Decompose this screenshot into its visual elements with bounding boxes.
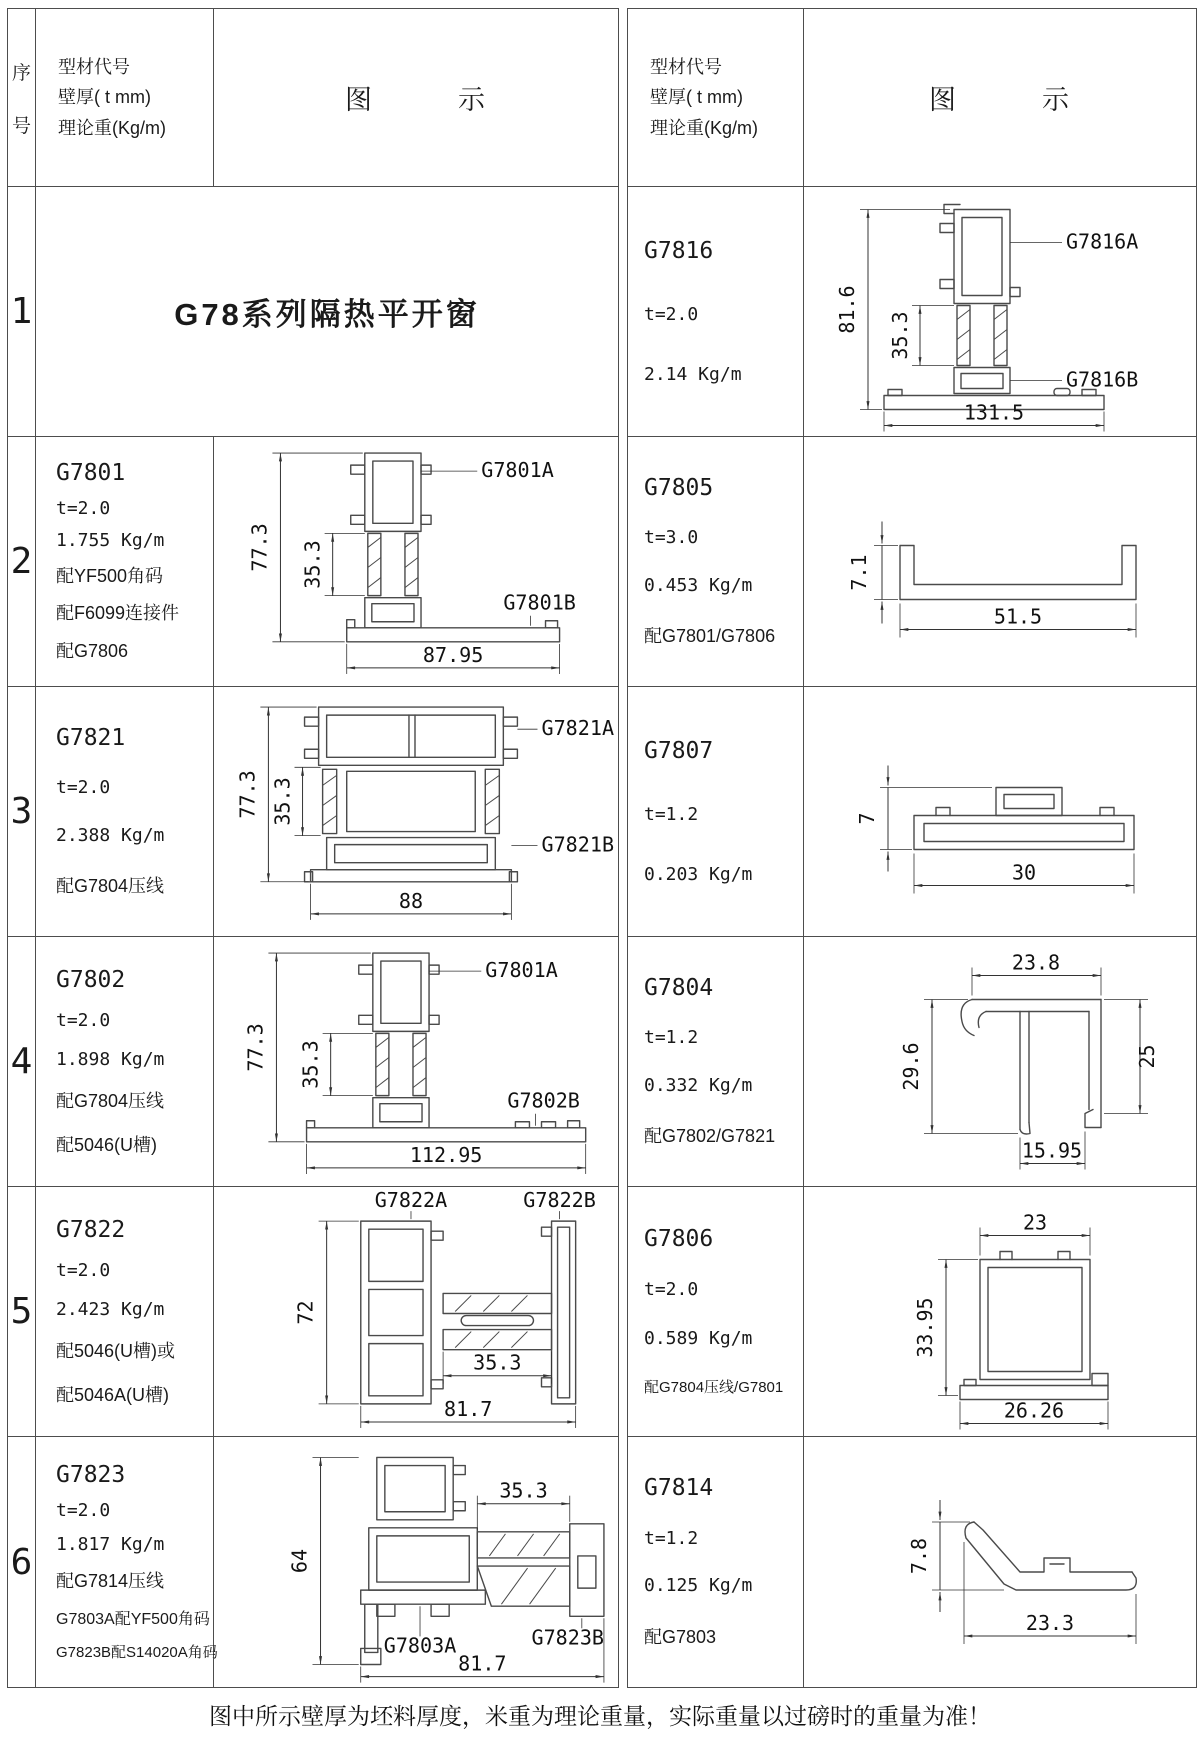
profile-note: 配G7814压线 <box>56 1571 165 1592</box>
profile-outline <box>961 1000 1101 1135</box>
svg-text:81.6: 81.6 <box>835 285 859 334</box>
svg-text:33.95: 33.95 <box>913 1297 937 1358</box>
header-diagram-column-left <box>214 9 618 187</box>
profile-info-g7823 <box>36 1437 218 1687</box>
dimension-width <box>914 854 1134 894</box>
header-info-line: 型材代号 <box>650 56 722 77</box>
profile-thickness: t=2.0 <box>56 1010 111 1031</box>
profile-thickness: t=2.0 <box>56 1260 111 1281</box>
profile-info-g7816 <box>628 187 804 437</box>
header-diagram-char: 示 <box>458 85 487 115</box>
profile-diagram-g7821 <box>214 687 618 937</box>
row-index-6: 6 <box>8 1437 36 1687</box>
header-info-line: 壁厚( t mm) <box>650 87 743 108</box>
profile-diagram-g7802 <box>214 937 618 1187</box>
profile-note: 配G7803 <box>644 1626 717 1647</box>
svg-text:G7802B: G7802B <box>507 1088 580 1113</box>
svg-text:G7821B: G7821B <box>541 832 615 857</box>
profile-diagram-g7816 <box>804 187 1196 437</box>
header-diagram-column-right <box>804 9 1196 187</box>
series-title: G78系列隔热平开窗 <box>36 187 618 437</box>
header-info-line: 理论重(Kg/m) <box>58 117 166 138</box>
profile-note: G7803A配YF500角码 <box>56 1610 210 1628</box>
svg-text:G7822B: G7822B <box>523 1188 596 1213</box>
cross-section-drawing-g7814 <box>804 1437 1196 1687</box>
row-index-2: 2 <box>8 437 36 687</box>
dimension-top <box>972 951 1101 996</box>
profile-diagram-g7804 <box>804 937 1196 1187</box>
part-label-a <box>375 1188 448 1219</box>
part-label-b <box>511 833 614 857</box>
svg-text:7: 7 <box>855 812 879 825</box>
profile-thickness: t=1.2 <box>644 1527 699 1549</box>
dimension-top <box>980 1211 1090 1256</box>
dimension-height <box>294 1221 359 1404</box>
dimension-inner <box>477 1479 569 1530</box>
svg-text:35.3: 35.3 <box>300 540 325 589</box>
profile-note: G7823B配S14020A角码 <box>56 1644 218 1662</box>
header-index-char-top: 序 <box>11 62 31 84</box>
cross-section-drawing-g7805 <box>804 437 1196 686</box>
svg-text:23.8: 23.8 <box>1011 950 1061 975</box>
profile-weight: 2.14 Kg/m <box>644 363 742 385</box>
profile-thickness: t=3.0 <box>644 527 699 549</box>
header-index-column <box>8 9 36 187</box>
profile-info-g7822 <box>36 1187 214 1437</box>
cross-section-drawing-g7823 <box>214 1437 618 1687</box>
table-right <box>627 8 1197 1688</box>
svg-text:7.1: 7.1 <box>847 554 871 591</box>
profile-weight: 2.423 Kg/m <box>56 1298 165 1320</box>
cross-section-drawing-g7804 <box>804 937 1196 1186</box>
cross-section-drawing-g7806 <box>804 1187 1196 1436</box>
header-info-column-right <box>628 9 804 187</box>
dimension-width <box>361 1397 576 1428</box>
profile-weight: 0.589 Kg/m <box>644 1327 753 1349</box>
part-label-a <box>517 716 614 740</box>
dimension-width <box>311 884 512 920</box>
header-index-char-bottom: 号 <box>11 115 31 137</box>
dimension-height <box>855 766 992 872</box>
part-label-b <box>1010 368 1138 392</box>
svg-text:G7816B: G7816B <box>1066 367 1139 392</box>
row-index-5: 5 <box>8 1187 36 1437</box>
svg-text:35.3: 35.3 <box>499 1478 548 1503</box>
svg-text:64: 64 <box>287 1548 312 1574</box>
svg-text:29.6: 29.6 <box>899 1042 923 1091</box>
profile-note: 配G7804压线 <box>56 1091 165 1111</box>
profile-info-g7802 <box>36 937 214 1187</box>
header-diagram-char: 图 <box>929 85 958 115</box>
svg-text:G7822A: G7822A <box>374 1188 448 1213</box>
profile-note: 配5046(U槽) <box>56 1134 158 1155</box>
profile-note: 配5046(U槽)或 <box>56 1341 176 1361</box>
dimension-height <box>835 210 950 410</box>
svg-text:112.95: 112.95 <box>409 1142 483 1167</box>
profile-diagram-g7801 <box>214 437 618 687</box>
profile-note: 配5046A(U槽) <box>56 1384 170 1405</box>
profile-diagram-g7814 <box>804 1437 1196 1687</box>
header-info-line: 型材代号 <box>58 56 130 77</box>
profile-thickness: t=1.2 <box>644 803 699 825</box>
thermal-break-hatch <box>368 537 418 587</box>
cross-section-drawing-g7802 <box>214 937 618 1186</box>
profile-note: 配YF500角码 <box>56 566 164 587</box>
dimension-bottom <box>960 1399 1108 1430</box>
profile-outline <box>305 707 518 882</box>
profile-thickness: t=2.0 <box>56 777 111 799</box>
profile-diagram-g7822 <box>214 1187 618 1437</box>
profile-code: G7807 <box>644 738 714 765</box>
header-diagram-char: 图 <box>345 85 374 115</box>
profile-code: G7814 <box>644 1475 714 1502</box>
dimension-bottom <box>1020 1132 1085 1170</box>
profile-weight: 1.898 Kg/m <box>56 1048 165 1070</box>
svg-text:88: 88 <box>398 888 424 913</box>
dimension-inner <box>270 767 320 835</box>
profile-info-g7821 <box>36 687 214 937</box>
cross-section-drawing-g7822 <box>214 1187 618 1436</box>
profile-tables <box>7 8 1197 1688</box>
part-label-a <box>1010 230 1138 254</box>
header-info-column-left <box>36 9 214 187</box>
profile-code: G7804 <box>644 975 714 1002</box>
dimension-width <box>347 643 560 674</box>
profile-code: G7801 <box>56 460 126 487</box>
svg-text:51.5: 51.5 <box>993 604 1043 629</box>
profile-outline <box>914 788 1134 850</box>
profile-info-g7807 <box>628 687 804 937</box>
profile-info-g7806 <box>628 1187 804 1437</box>
svg-text:15.95: 15.95 <box>1021 1138 1083 1163</box>
dimension-inner <box>443 1351 551 1384</box>
profile-weight: 0.332 Kg/m <box>644 1074 753 1096</box>
svg-text:G7803A: G7803A <box>383 1633 457 1658</box>
svg-text:30: 30 <box>1011 860 1037 885</box>
cross-section-drawing-g7816 <box>804 187 1196 436</box>
svg-text:G7801A: G7801A <box>481 458 554 483</box>
row-index-1: 1 <box>8 187 36 437</box>
thermal-break-hatch <box>376 1037 426 1087</box>
dimension-width <box>900 604 1136 638</box>
profile-weight: 1.817 Kg/m <box>56 1533 165 1555</box>
footer-note: 图中所示壁厚为坯料厚度，米重为理论重量，实际重量以过磅时的重量为准！ <box>209 1703 991 1729</box>
profile-code: G7806 <box>644 1226 714 1253</box>
profile-outline <box>965 1522 1136 1590</box>
header-info-line: 理论重(Kg/m) <box>650 117 758 138</box>
svg-text:G7801B: G7801B <box>503 590 576 615</box>
profile-note: 配G7801/G7806 <box>644 625 776 646</box>
profile-code: G7822 <box>56 1216 126 1243</box>
dimension-width <box>307 1143 586 1174</box>
svg-text:23.3: 23.3 <box>1025 1611 1075 1635</box>
cross-section-drawing-g7821 <box>214 687 618 936</box>
thermal-break-hatch <box>489 1534 559 1604</box>
profile-weight: 0.125 Kg/m <box>644 1575 753 1597</box>
profile-code: G7805 <box>644 475 714 502</box>
dimension-inner <box>888 306 954 366</box>
profile-outline <box>361 1221 576 1404</box>
svg-text:35.3: 35.3 <box>298 1040 323 1089</box>
profile-diagram-g7807 <box>804 687 1196 937</box>
part-label-b <box>531 1618 604 1649</box>
row-index-3: 3 <box>8 687 36 937</box>
svg-text:35.3: 35.3 <box>888 311 912 360</box>
profile-code: G7823 <box>56 1461 126 1488</box>
svg-text:81.7: 81.7 <box>458 1651 507 1676</box>
svg-text:77.3: 77.3 <box>243 1023 268 1072</box>
header-info-line: 壁厚( t mm) <box>58 87 151 108</box>
profile-outline <box>900 546 1136 600</box>
profile-weight: 0.453 Kg/m <box>644 574 753 596</box>
table-left <box>7 8 619 1688</box>
profile-info-g7801 <box>36 437 214 687</box>
svg-text:G7821A: G7821A <box>541 716 615 741</box>
profile-note: 配G7804压线 <box>56 875 165 896</box>
svg-text:72: 72 <box>293 1300 318 1325</box>
profile-outline <box>960 1252 1108 1400</box>
profile-info-g7805 <box>628 437 804 687</box>
dimension-width <box>884 401 1104 432</box>
dimension-height <box>847 522 898 624</box>
cross-section-drawing-g7807 <box>804 687 1196 936</box>
profile-weight: 1.755 Kg/m <box>56 529 165 551</box>
profile-code: G7802 <box>56 966 126 993</box>
svg-text:77.3: 77.3 <box>247 523 272 572</box>
svg-text:81.7: 81.7 <box>444 1396 493 1421</box>
svg-text:G7801A: G7801A <box>485 958 558 983</box>
svg-text:131.5: 131.5 <box>963 400 1025 425</box>
svg-text:87.95: 87.95 <box>422 642 484 667</box>
profile-note: 配G7804压线/G7801 <box>644 1378 784 1396</box>
part-label-a <box>421 458 554 482</box>
thermal-break-hatch <box>957 310 1007 360</box>
profile-info-g7804 <box>628 937 804 1187</box>
part-label-b <box>523 1188 596 1219</box>
part-label-b <box>503 591 576 626</box>
thermal-break-hatch <box>455 1295 527 1347</box>
profile-code: G7821 <box>56 725 126 752</box>
svg-text:25: 25 <box>1135 1044 1159 1069</box>
dimension-right <box>1104 1000 1159 1114</box>
profile-thickness: t=2.0 <box>644 303 699 325</box>
header-diagram-char: 示 <box>1042 85 1071 115</box>
thermal-break-hatch <box>323 775 500 825</box>
profile-thickness: t=2.0 <box>644 1279 699 1301</box>
cross-section-drawing-g7801 <box>214 437 618 686</box>
profile-info-g7814 <box>628 1437 804 1687</box>
svg-text:23: 23 <box>1022 1210 1048 1235</box>
profile-thickness: t=2.0 <box>56 1500 111 1522</box>
profile-diagram-g7823 <box>214 1437 618 1687</box>
svg-text:26.26: 26.26 <box>1003 1398 1065 1423</box>
dimension-inner <box>299 1033 373 1095</box>
profile-weight: 2.388 Kg/m <box>56 824 165 846</box>
svg-text:G7823B: G7823B <box>531 1625 605 1650</box>
dimension-height <box>907 1500 1004 1612</box>
profile-weight: 0.203 Kg/m <box>644 863 753 885</box>
profile-code: G7816 <box>644 238 714 265</box>
svg-text:35.3: 35.3 <box>473 1350 522 1375</box>
dimension-height <box>287 1457 358 1664</box>
profile-thickness: t=2.0 <box>56 497 111 519</box>
profile-thickness: t=1.2 <box>644 1027 699 1049</box>
profile-note: 配G7806 <box>56 640 129 661</box>
svg-text:35.3: 35.3 <box>270 777 295 826</box>
svg-text:77.3: 77.3 <box>235 770 260 819</box>
profile-diagram-g7806 <box>804 1187 1196 1437</box>
row-index-4: 4 <box>8 937 36 1187</box>
dimension-left <box>913 1260 978 1396</box>
dimension-inner <box>301 533 365 595</box>
profile-note: 配G7802/G7821 <box>644 1125 776 1146</box>
profile-note: 配F6099连接件 <box>56 603 180 624</box>
svg-text:7.8: 7.8 <box>907 1537 931 1575</box>
profile-diagram-g7805 <box>804 437 1196 687</box>
dimension-left <box>899 1000 1018 1134</box>
part-label-a <box>429 958 558 982</box>
svg-text:G7816A: G7816A <box>1066 229 1139 254</box>
